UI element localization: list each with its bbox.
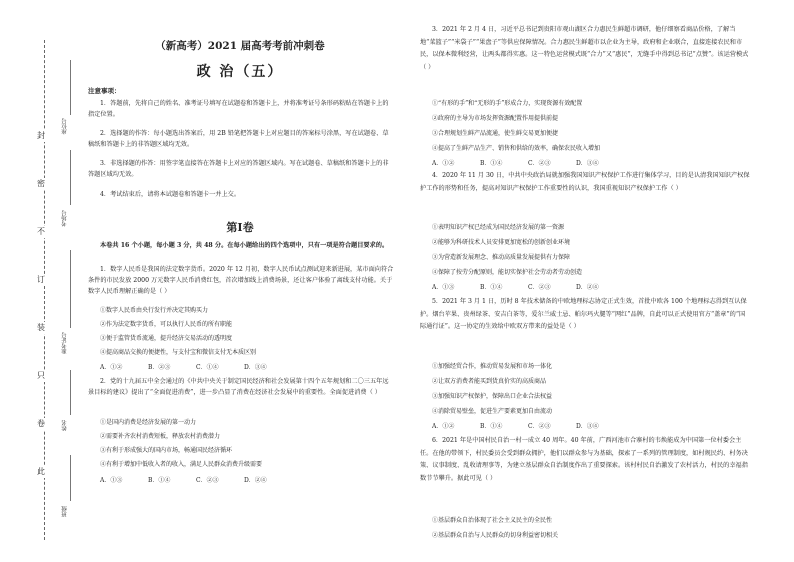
- binding-margin: [0, 0, 80, 562]
- question-1-stem: 1．数字人民币是我国的法定数字货币。2020 年 12 月初，数字人民币试点测试迎来新进展，某市面向符合条件的市民发放 2000 万元数字人民币消费红包，首次增加线上消费场景，还让客户体验了离线支付功能。关于数字人民币理解正确的是（ ）: [88, 266, 394, 295]
- q2-choice-c[interactable]: C．②③: [196, 477, 219, 484]
- seal-char: 此: [37, 467, 45, 476]
- seal-char: 不: [37, 227, 45, 236]
- seal-char: 密: [37, 179, 45, 188]
- q1-option: ③便于监管货币流通，提升经济交易活动的透明度: [100, 335, 233, 342]
- q4-choice-b[interactable]: B．①④: [480, 284, 503, 291]
- part-one-instruction: 本卷共 16 个小题，每小题 3 分，共 48 分。在每小题给出的四个选项中，只有一项是符合题目要求的。: [100, 242, 389, 249]
- q4-option: ②能够为科研技术人员安排更加宽松的创新创业环境: [432, 239, 571, 246]
- q1-choice-b[interactable]: B．②③: [148, 364, 171, 371]
- question-3-stem: 3．2021 年 2 月 4 日，习近平总书记到贵阳市观山湖区合力惠民生鲜超市调研，他仔细察看商品价格，了解当地“菜篮子”“米袋子”“果盘子”等供应保障情况。合力惠民生鲜超市以企业为主导，政府和企业联合，直接连接农民和市民，以保本微利经营，让两头都得实惠。这一特色运营模式既“合力”又“惠民”，无缝手中得到总书记“点赞”。该运营模式（ ）: [420, 26, 749, 71]
- field-name: 姓名: [62, 420, 68, 431]
- notice-item: 1．答题前，先将自己的姓名、准考证号填写在试题卷和答题卡上，并将准考证号条形码粘贴在答题卡上的指定位置。: [88, 100, 389, 118]
- q4-option: ④保障了按劳分配原则，能切实保护社会劳动者劳动创造: [432, 269, 583, 276]
- q5-option: ②让双方消费者能买到货真价实的高质商品: [432, 378, 547, 385]
- question-6-stem: 6．2021 年是中国村民自治一村一成立 40 周年。40 年前，广西河池市合寨村的韦焕能成为中国第一位村委会主任。在他的带领下，村民委员会受到群众拥护，他们以群众参与为基础，探索了一系列的管理制度，如村规民约、村务决策、议事制度、乱收请理事等，为建立基层群众自治制度作出了重要探索。该村村民自治激发了农村活力，村民的幸福指数节节攀升。据此可见（ ）: [420, 437, 748, 482]
- seal-char: 订: [37, 275, 45, 284]
- right-page: [420, 0, 750, 562]
- q4-choices: [432, 282, 624, 291]
- q1-choices: [100, 362, 292, 371]
- q4-option: ③为营造新发展理念、推动高质量发展提供有力保障: [432, 254, 571, 261]
- q5-choice-b[interactable]: B．①④: [480, 423, 503, 430]
- q4-choice-c[interactable]: C．②③: [528, 284, 551, 291]
- q2-choice-a[interactable]: A．①③: [100, 477, 123, 484]
- notice-heading: 注意事项：: [88, 87, 121, 95]
- exam-subject: 政 治（五）: [196, 64, 284, 80]
- field-class: 班级: [62, 506, 68, 517]
- notice-item: 4．考试结束后，请将本试题卷和答题卡一并上交。: [100, 191, 241, 198]
- q4-option: ①表明知识产权已经成为国民经济发展的第一资源: [432, 224, 565, 231]
- q1-option: ②作为法定数字货币，可以执行人民币的所有职能: [100, 321, 233, 328]
- q3-option: ①“有形的手”和“无形的手”形成合力，实现资源有效配置: [432, 100, 583, 107]
- seal-char: 只: [37, 371, 45, 380]
- q2-option: ②需要补齐农村消费短板，释放农村消费潜力: [100, 433, 221, 440]
- q1-choice-d[interactable]: D．③④: [244, 364, 267, 371]
- field-line: [70, 60, 71, 115]
- q5-option: ④消除贸易壁垒，促进生产要素更加自由流动: [432, 408, 553, 415]
- q4-choice-d[interactable]: D．②④: [576, 284, 599, 291]
- q6-option: ①基层群众自治体现了社会主义民主的全民性: [432, 517, 553, 524]
- q2-choices: [100, 475, 292, 484]
- q5-option: ③加强知识产权保护，保障出口企业合法权益: [432, 393, 553, 400]
- left-page: [84, 0, 396, 562]
- q2-option: ④有利于增加中低收入者的收入，满足人民群众消费升级需要: [100, 461, 263, 468]
- seal-char: 封: [37, 131, 45, 140]
- q2-choice-d[interactable]: D．②④: [244, 477, 267, 484]
- seal-line: [44, 40, 45, 540]
- field-line: [70, 150, 71, 205]
- q1-choice-c[interactable]: C．①④: [196, 364, 219, 371]
- field-line: [70, 455, 71, 501]
- q1-option: ①数字人民币由央行发行并决定其购买力: [100, 307, 209, 314]
- q1-choice-a[interactable]: A．①②: [100, 364, 123, 371]
- q6-option: ②基层群众自治与人民群众的切身利益密切相关: [432, 532, 559, 539]
- q4-choice-a[interactable]: A．①③: [432, 284, 455, 291]
- q5-option: ①加强经贸合作，推动贸易发展和市场一体化: [432, 363, 553, 370]
- q3-option: ②政府的主导为市场发挥资源配置作用提供前提: [432, 115, 559, 122]
- q3-option: ③合理规划生鲜产品流通，使生鲜交易更加便捷: [432, 130, 559, 137]
- q2-option: ③有利于形成强大的国内市场，畅通国民经济循环: [100, 447, 233, 454]
- q3-choice-c[interactable]: C．②③: [528, 160, 551, 167]
- q3-choice-a[interactable]: A．①②: [432, 160, 455, 167]
- q5-choice-c[interactable]: C．②③: [528, 423, 551, 430]
- q2-choice-b[interactable]: B．①④: [148, 477, 171, 484]
- q3-choices: [432, 158, 624, 167]
- seal-char: 卷: [37, 419, 45, 428]
- q3-option: ④提高了生鲜产品生产、销售和供给的效率，确保农民收入增加: [432, 145, 601, 152]
- question-5-stem: 5．2021 年 3 月 1 日，历时 8 年技术储备的中欧地理标志协定正式生效，首批中欧各 100 个地理标志得到互认保护。烟台苹果、贵州绿茶、安吉白茶等，爱尔兰威士忌、帕尔玛火腿等“网红”品牌，自此可以正式使用官方“盖章”的“国际通行证”。这一协定的生效给中欧双方带来的益处是（ ）: [420, 298, 747, 330]
- q1-option: ④提高商品交换的便捷性，与支付宝和微信支付无本质区别: [100, 349, 257, 356]
- q5-choice-d[interactable]: D．③④: [576, 423, 599, 430]
- field-seat-number: 座位号: [62, 118, 68, 135]
- field-exam-room: 考场号: [62, 210, 68, 227]
- exam-title: （新高考）2021 届高考考前冲刺卷: [155, 40, 325, 52]
- field-line: [70, 250, 71, 328]
- q5-choices: [432, 421, 624, 430]
- q2-option: ①是国内消费是经济发展的第一动力: [100, 419, 197, 426]
- q5-choice-a[interactable]: A．①②: [432, 423, 455, 430]
- field-admission-number: 准考证号: [62, 332, 68, 354]
- q3-choice-d[interactable]: D．③④: [576, 160, 599, 167]
- notice-item: 2．选择题的作答：每小题选出答案后，用 2B 铅笔把答题卡上对应题目的答案标号涂黑，写在试题卷、草稿纸和答题卡上的非答题区域均无效。: [88, 130, 389, 148]
- field-line: [70, 370, 71, 415]
- part-one-title: 第Ⅰ卷: [226, 221, 254, 234]
- notice-item: 3．非选择题的作答：用签字笔直接答在答题卡上对应的答题区域内。写在试题卷、草稿纸和答题卡上的非答题区域均无效。: [88, 160, 389, 178]
- question-2-stem: 2．党的十九届五中全会通过的《中共中央关于制定国民经济和社会发展第十四个五年规划和二〇三五年远景目标的建议》提出了“全面促进消费”，进一步凸显了消费在经济社会发展中的重要性。全面促进消费（ ）: [88, 378, 389, 396]
- question-4-stem: 4．2020 年 11 月 30 日，中共中央政治局就加强我国知识产权保护工作进行集体学习，目的是认清我国知识产权保护工作的形势和任务，提高对知识产权保护工作重要性的认识，我国重视知识产权保护工作（ ）: [420, 172, 750, 192]
- q3-choice-b[interactable]: B．①④: [480, 160, 503, 167]
- seal-char: 装: [37, 323, 45, 332]
